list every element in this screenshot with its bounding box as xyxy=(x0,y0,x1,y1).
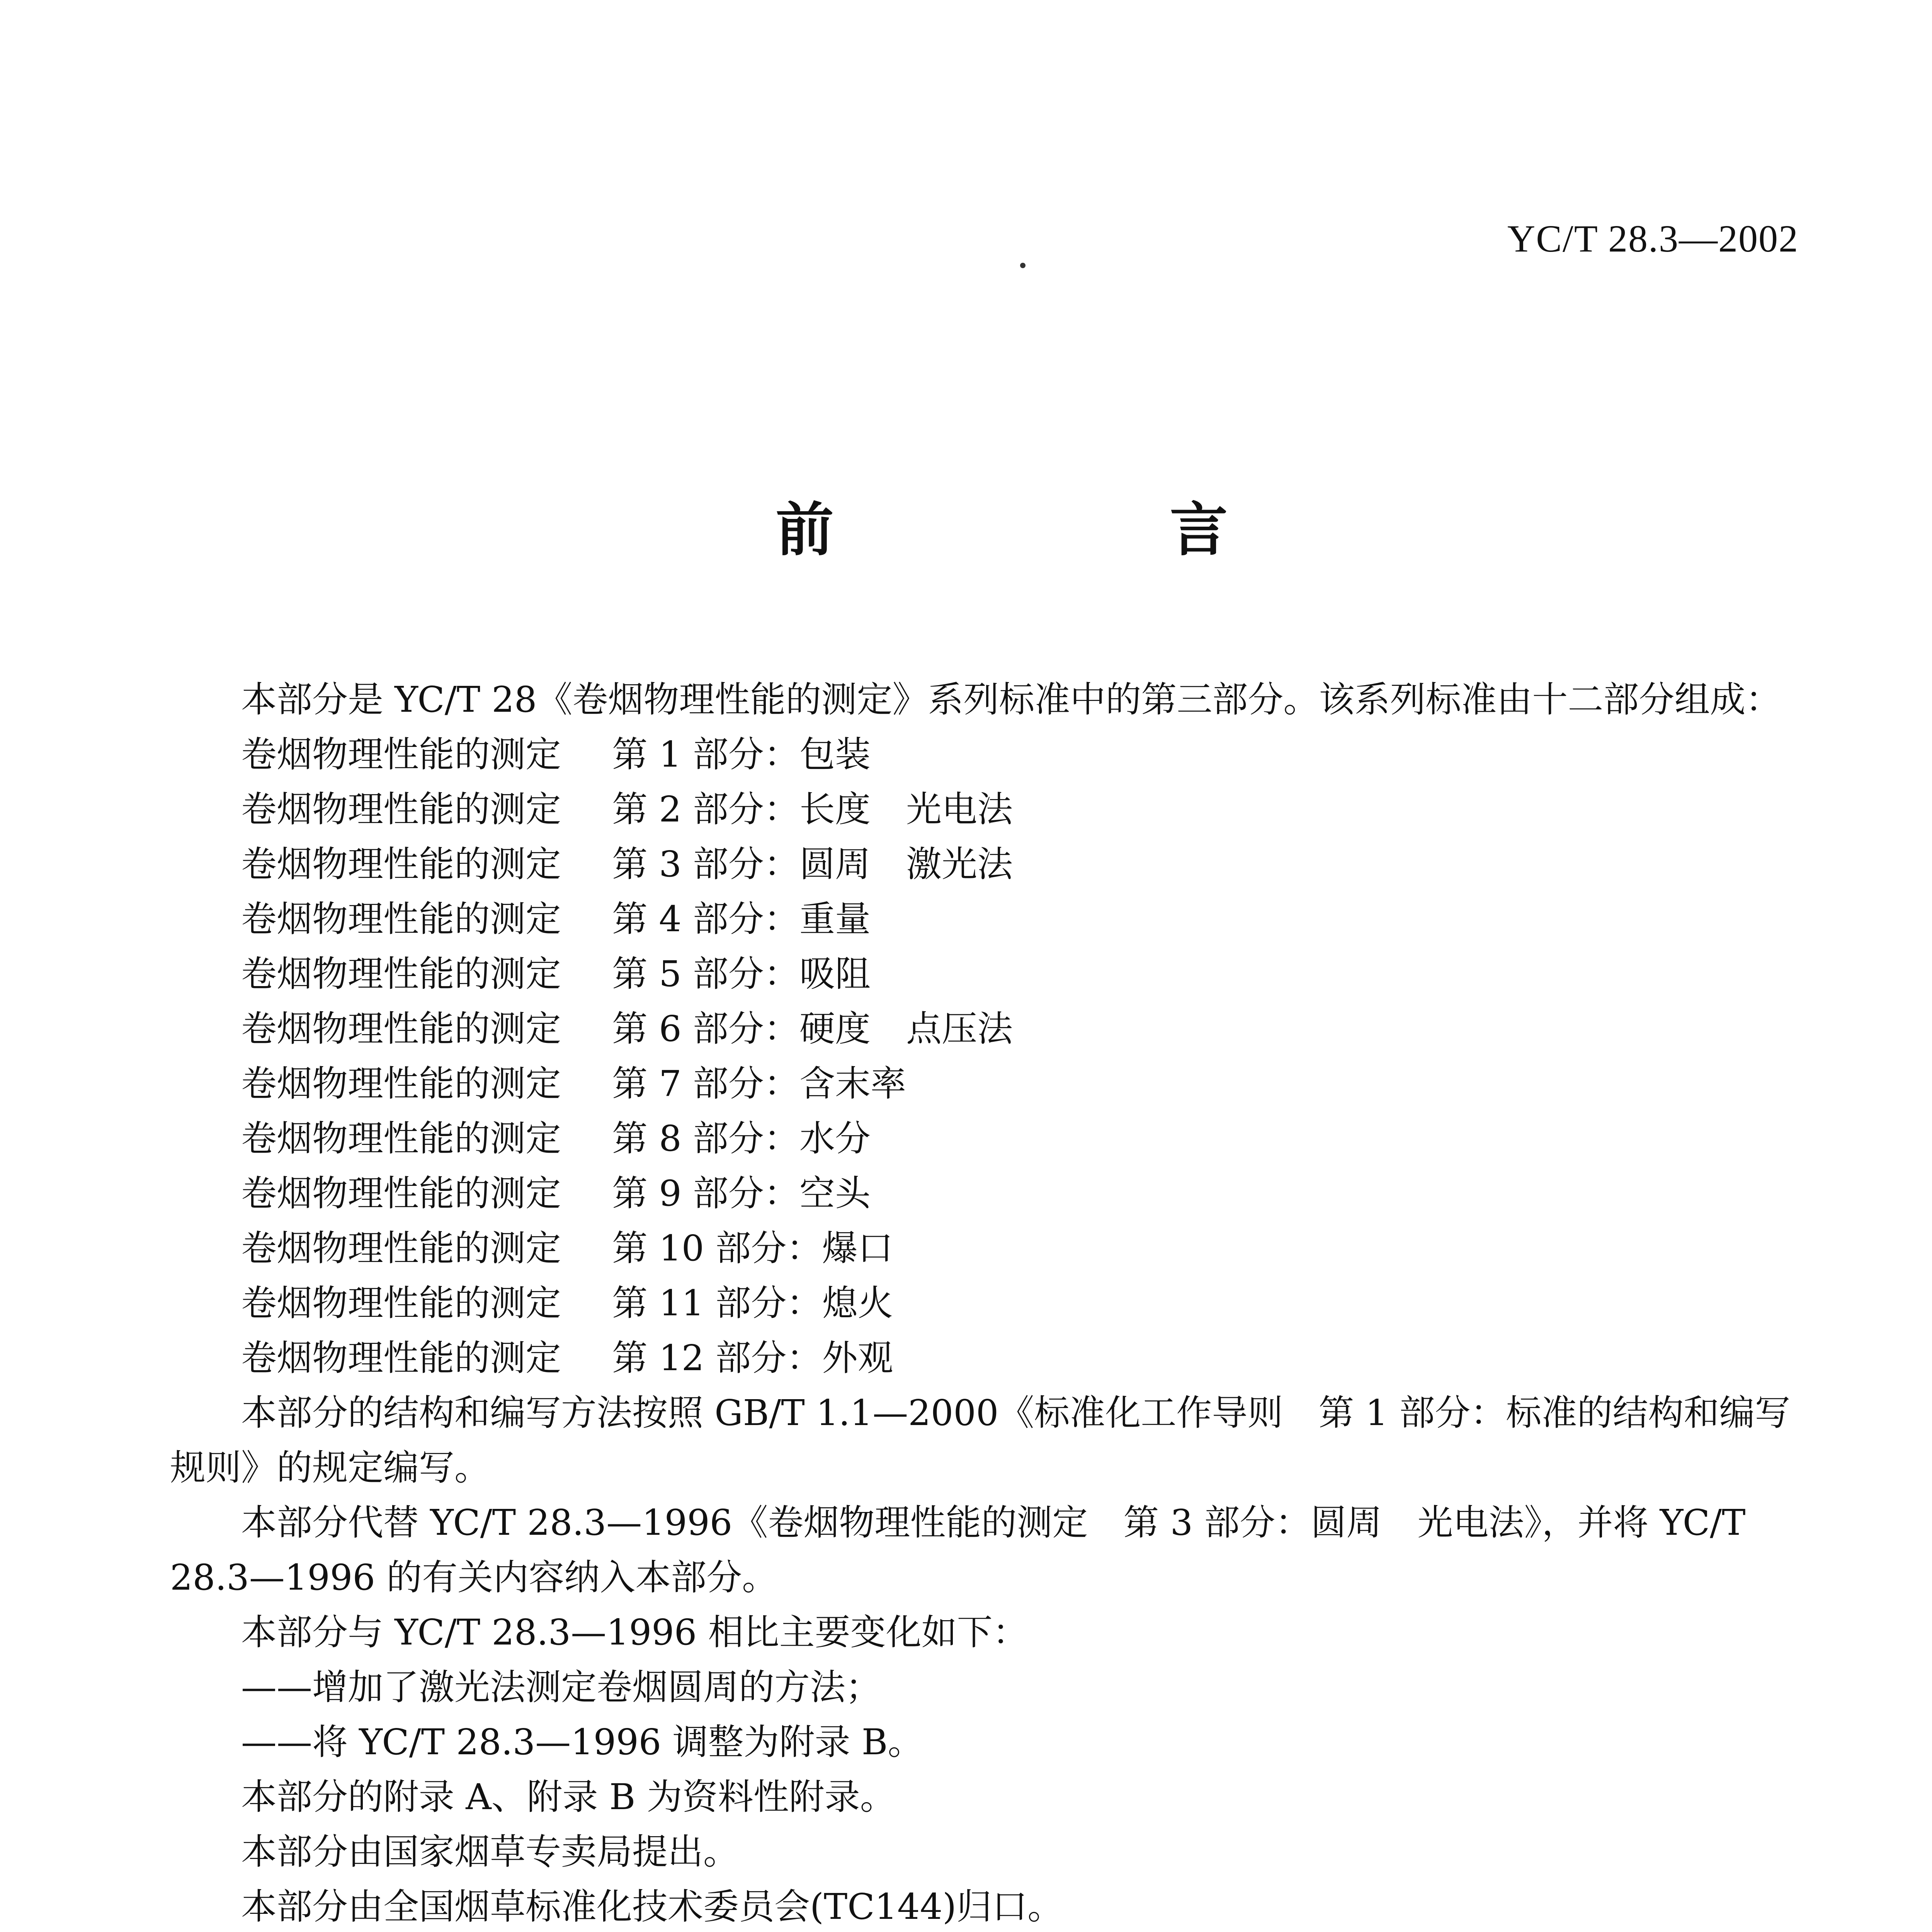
part-title: 第 7 部分：含末率 xyxy=(612,1063,906,1104)
structure-paragraph: 本部分的结构和编写方法按照 GB/T 1.1—2000《标准化工作导则 第 1 部分：标准的结构和编写规则》的规定编写。 xyxy=(170,1392,1791,1488)
part-title: 第 11 部分：熄火 xyxy=(612,1282,893,1324)
changes-intro-paragraph: 本部分与 YC/T 28.3—1996 相比主要变化如下： xyxy=(241,1612,1028,1653)
part-title: 第 4 部分：重量 xyxy=(612,898,871,940)
proposed-paragraph: 本部分由国家烟草专卖局提出。 xyxy=(241,1831,739,1872)
part-title: 第 6 部分：硬度 点压法 xyxy=(612,1008,1013,1049)
part-series-name: 卷烟物理性能的测定 xyxy=(241,844,561,885)
part-series-name: 卷烟物理性能的测定 xyxy=(241,1063,561,1104)
part-series-name: 卷烟物理性能的测定 xyxy=(241,1228,561,1269)
part-series-name: 卷烟物理性能的测定 xyxy=(241,1008,561,1049)
part-series-name: 卷烟物理性能的测定 xyxy=(241,789,561,830)
part-series-name: 卷烟物理性能的测定 xyxy=(241,1118,561,1159)
scan-speck xyxy=(1020,263,1026,268)
parts-list xyxy=(170,727,1793,1386)
part-title: 第 12 部分：外观 xyxy=(612,1337,893,1379)
list-item xyxy=(241,892,1793,947)
list-item xyxy=(241,727,1793,782)
part-series-name: 卷烟物理性能的测定 xyxy=(241,734,561,775)
list-item xyxy=(241,1331,1793,1386)
part-series-name: 卷烟物理性能的测定 xyxy=(241,1173,561,1214)
change-item: ——增加了激光法测定卷烟圆周的方法； xyxy=(241,1667,881,1708)
standard-code: YC/T 28.3—2002 xyxy=(1507,217,1799,260)
list-item xyxy=(241,1276,1793,1331)
list-item xyxy=(241,837,1793,892)
part-title: 第 5 部分：吸阻 xyxy=(612,953,871,995)
foreword-body xyxy=(170,672,1793,1932)
replaces-paragraph: 本部分代替 YC/T 28.3—1996《卷烟物理性能的测定 第 3 部分：圆周 光电法》，并将 YC/T 28.3—1996 的有关内容纳入本部分。 xyxy=(170,1502,1746,1598)
part-series-name: 卷烟物理性能的测定 xyxy=(241,953,561,995)
list-item xyxy=(241,1056,1793,1111)
list-item xyxy=(241,1002,1793,1056)
list-item xyxy=(241,947,1793,1002)
list-item xyxy=(241,1166,1793,1221)
part-series-name: 卷烟物理性能的测定 xyxy=(241,898,561,940)
part-title: 第 8 部分：水分 xyxy=(612,1118,871,1159)
change-item: ——将 YC/T 28.3—1996 调整为附录 B。 xyxy=(241,1721,923,1763)
page-title: 前 言 xyxy=(776,497,1367,564)
part-title: 第 1 部分：包装 xyxy=(612,734,871,775)
part-title: 第 9 部分：空头 xyxy=(612,1173,871,1214)
list-item xyxy=(241,1111,1793,1166)
list-item xyxy=(241,1221,1793,1276)
part-title: 第 3 部分：圆周 激光法 xyxy=(612,844,1013,885)
centralized-paragraph: 本部分由全国烟草标准化技术委员会(TC144)归口。 xyxy=(241,1886,1063,1927)
part-series-name: 卷烟物理性能的测定 xyxy=(241,1282,561,1324)
annex-paragraph: 本部分的附录 A、附录 B 为资料性附录。 xyxy=(241,1776,896,1818)
part-series-name: 卷烟物理性能的测定 xyxy=(241,1337,561,1379)
list-item xyxy=(241,782,1793,837)
part-title: 第 10 部分：爆口 xyxy=(612,1228,893,1269)
intro-paragraph: 本部分是 YC/T 28《卷烟物理性能的测定》系列标准中的第三部分。该系列标准由十二部分组成： xyxy=(241,679,1781,720)
part-title: 第 2 部分：长度 光电法 xyxy=(612,789,1013,830)
